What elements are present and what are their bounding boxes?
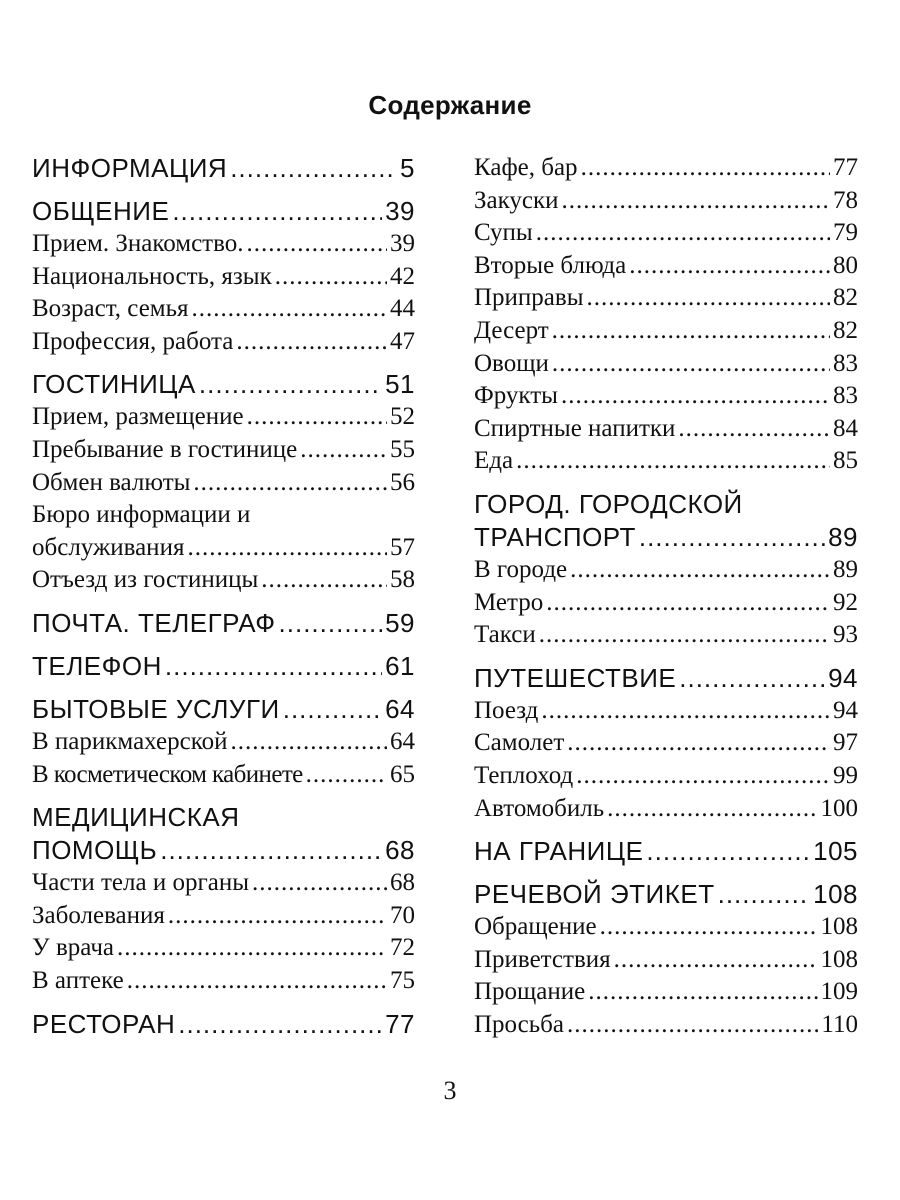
toc-entry-label: Такси: [474, 621, 536, 649]
toc-entry-label: Метро: [474, 588, 544, 616]
toc-entry-label: ИНФОРМАЦИЯ: [32, 153, 228, 183]
dot-leader: [570, 554, 830, 587]
dot-leader: [165, 650, 382, 683]
dot-leader: [283, 693, 382, 726]
dot-leader: [646, 835, 810, 868]
toc-section-entry: [474, 878, 858, 911]
dot-leader: [261, 564, 387, 597]
toc-entry-label: НА ГРАНИЦЕ: [474, 836, 644, 867]
toc-entry-page: 42: [390, 262, 415, 290]
toc-entry-page: 94: [828, 662, 858, 693]
toc-subentry: [474, 152, 858, 185]
toc-subentry: [32, 499, 415, 564]
toc-subentry: [474, 944, 858, 977]
toc-section-entry: [32, 650, 415, 683]
toc-entry-page: 47: [390, 327, 415, 355]
toc-entry-label: Десерт: [474, 316, 549, 344]
toc-entry-label: Самолет: [474, 729, 565, 757]
toc-entry-label: Вторые блюда: [474, 251, 627, 279]
toc-entry-page: 108: [813, 879, 858, 910]
toc-subentry: [32, 467, 415, 500]
dot-leader: [629, 250, 830, 283]
toc-entry-label: Супы: [474, 219, 533, 247]
dot-leader: [678, 413, 830, 446]
toc-entry-page: 82: [833, 316, 858, 344]
dot-leader: [536, 217, 830, 250]
toc-subentry: [32, 564, 415, 597]
toc-subentry: [32, 900, 415, 933]
dot-leader: [236, 326, 387, 359]
toc-entry-page: 52: [390, 403, 415, 431]
toc-entry-label: ПУТЕШЕСТВИЕ: [474, 662, 677, 693]
toc-entry-label: Теплоход: [474, 761, 574, 789]
toc-entry-label-line1: ГОРОД. ГОРОДСКОЙ: [474, 488, 743, 519]
toc-entry-page: 109: [820, 978, 858, 1006]
toc-subentry: [474, 760, 858, 793]
dot-leader: [567, 1009, 818, 1042]
dot-leader: [231, 726, 388, 759]
dot-leader: [300, 434, 387, 467]
toc-section-entry: [32, 607, 415, 640]
toc-entry-page: 89: [828, 521, 858, 552]
dot-leader: [275, 261, 387, 294]
toc-entry-page: 77: [833, 154, 858, 181]
toc-subentry: [474, 554, 858, 587]
dot-leader: [607, 793, 817, 826]
page-title: Содержание: [368, 90, 532, 120]
dot-leader: [246, 228, 387, 261]
toc-left-column: [32, 152, 415, 1041]
toc-section-entry: [32, 368, 415, 401]
toc-entry-label: Кафе, бар: [474, 154, 578, 181]
toc-entry-label: Национальность, язык: [32, 262, 272, 290]
toc-entry-label: Прием, размещение: [32, 403, 244, 431]
toc-entry-label: Еда: [474, 447, 514, 475]
dot-leader: [306, 759, 387, 792]
dot-leader: [247, 401, 387, 434]
toc-subentry: [474, 250, 858, 283]
dot-leader: [600, 911, 818, 944]
toc-entry-label: Спиртные напитки: [474, 414, 676, 442]
toc-entry-label: обслуживания: [32, 533, 185, 561]
toc-subentry: [32, 261, 415, 294]
toc-entry-label: Пребывание в гостинице: [32, 435, 298, 463]
toc-subentry: [474, 185, 858, 218]
toc-subentry: [32, 759, 415, 792]
toc-entry-label: Части тела и органы: [32, 869, 249, 897]
toc-subentry: [32, 867, 415, 900]
toc-entry-label: Поезд: [474, 696, 539, 724]
dot-leader: [168, 900, 387, 933]
dot-leader: [639, 521, 825, 554]
toc-subentry: [474, 911, 858, 944]
toc-entry-label: Приветствия: [474, 945, 611, 973]
toc-entry-page: 39: [385, 196, 415, 226]
dot-leader: [679, 662, 825, 695]
toc-entry-label-line1: МЕДИЦИНСКАЯ: [32, 802, 240, 833]
toc-entry-label: ГОСТИНИЦА: [32, 369, 196, 400]
dot-leader: [127, 965, 387, 998]
dot-leader: [546, 587, 830, 620]
toc-subentry: [32, 965, 415, 998]
toc-entry-page: 79: [833, 219, 858, 247]
toc-subentry: [474, 217, 858, 250]
toc-section-entry: [32, 801, 415, 867]
dot-leader: [552, 315, 830, 348]
toc-entry-page: 97: [833, 729, 858, 757]
toc-entry-page: 80: [833, 251, 858, 279]
toc-entry-label: Заболевания: [32, 901, 165, 929]
dot-leader: [172, 195, 382, 228]
toc-subentry: [474, 587, 858, 620]
page-number: 3: [443, 1076, 457, 1105]
toc-entry-page: 77: [385, 1008, 415, 1039]
toc-entry-page: 99: [833, 761, 858, 789]
toc-subentry: [474, 282, 858, 315]
toc-right-column: [474, 152, 858, 1041]
toc-entry-label: БЫТОВЫЕ УСЛУГИ: [32, 693, 280, 724]
toc-subentry: [32, 726, 415, 759]
toc-subentry: [474, 413, 858, 446]
toc-subentry: [474, 793, 858, 826]
toc-entry-page: 108: [820, 945, 858, 973]
toc-entry-page: 75: [390, 966, 415, 994]
toc-entry-page: 83: [833, 349, 858, 377]
toc-entry-label: В косметическом кабинете: [32, 760, 303, 788]
toc-entry-page: 89: [833, 555, 858, 583]
toc-entry-page: 100: [820, 794, 858, 822]
toc-entry-page: 92: [833, 588, 858, 616]
toc-section-entry: [474, 835, 858, 868]
toc-section-entry: [32, 693, 415, 726]
toc-subentry: [474, 976, 858, 1009]
dot-leader: [193, 467, 387, 500]
toc-section-entry: [32, 152, 415, 185]
toc-subentry: [32, 932, 415, 965]
dot-leader: [587, 282, 830, 315]
toc-entry-page: 65: [390, 760, 415, 788]
toc-entry-label: Обмен валюты: [32, 468, 191, 496]
toc-entry-label: Приправы: [474, 284, 584, 312]
dot-leader: [541, 695, 830, 728]
toc-subentry: [32, 434, 415, 467]
toc-entry-label: Профессия, работа: [32, 327, 234, 355]
dot-leader: [614, 944, 818, 977]
toc-entry-label: В городе: [474, 555, 568, 583]
toc-entry-label: ПОЧТА. ТЕЛЕГРАФ: [32, 607, 276, 638]
toc-subentry: [474, 348, 858, 381]
toc-entry-page: 78: [833, 186, 858, 214]
toc-entry-page: 70: [390, 901, 415, 929]
toc-subentry: [32, 326, 415, 359]
dot-leader: [552, 348, 830, 381]
dot-leader: [588, 976, 817, 1009]
toc-entry-label: В парикмахерской: [32, 727, 228, 755]
dot-leader: [279, 607, 383, 640]
toc-entry-page: 57: [390, 533, 415, 561]
dot-leader: [160, 834, 382, 867]
toc-entry-page: 94: [833, 696, 858, 724]
toc-entry-page: 84: [833, 414, 858, 442]
toc-entry-page: 44: [390, 295, 415, 323]
toc-entry-label: ПОМОЩЬ: [32, 835, 158, 866]
toc-entry-page: 39: [390, 230, 415, 257]
toc-entry-page: 64: [385, 693, 415, 724]
toc-entry-page: 72: [390, 934, 415, 962]
toc-entry-label: Автомобиль: [474, 794, 605, 822]
toc-subentry: [32, 228, 415, 261]
toc-entry-page: 5: [400, 153, 415, 183]
toc-entry-page: 83: [833, 382, 858, 410]
toc-subentry: [32, 401, 415, 434]
toc-entry-label: Отъезд из гостиницы: [32, 566, 259, 594]
dot-leader: [567, 727, 830, 760]
dot-leader: [581, 152, 830, 185]
toc-entry-page: 85: [833, 447, 858, 475]
dot-leader: [192, 293, 387, 326]
toc-entry-label: ТЕЛЕФОН: [32, 650, 162, 681]
toc-section-entry: [32, 195, 415, 228]
toc-subentry: [474, 445, 858, 478]
toc-entry-page: 105: [813, 836, 858, 867]
toc-entry-label: РЕЧЕВОЙ ЭТИКЕТ: [474, 879, 715, 910]
toc-subentry: [474, 380, 858, 413]
toc-entry-page: 82: [833, 284, 858, 312]
toc-subentry: [474, 727, 858, 760]
dot-leader: [562, 185, 830, 218]
dot-leader: [516, 445, 830, 478]
dot-leader: [199, 368, 382, 401]
dot-leader: [718, 878, 811, 911]
toc-entry-page: 68: [390, 869, 415, 897]
toc-entry-label: ОБЩЕНИЕ: [32, 196, 170, 226]
dot-leader: [252, 867, 387, 900]
toc-entry-label: ТРАНСПОРТ: [474, 521, 636, 552]
dot-leader: [539, 619, 830, 652]
toc-entry-page: 56: [390, 468, 415, 496]
toc-subentry: [474, 695, 858, 728]
toc-section-entry: [474, 488, 858, 554]
dot-leader: [576, 760, 830, 793]
toc-entry-page: 58: [390, 566, 415, 594]
toc-entry-label: РЕСТОРАН: [32, 1008, 176, 1039]
toc-subentry: [32, 293, 415, 326]
dot-leader: [230, 152, 397, 185]
toc-entry-page: 61: [385, 650, 415, 681]
toc-entry-page: 68: [385, 835, 415, 866]
toc-entry-page: 59: [385, 607, 415, 638]
toc-entry-label: В аптеке: [32, 966, 124, 994]
toc-subentry: [474, 1009, 858, 1042]
dot-leader: [117, 932, 387, 965]
dot-leader: [561, 380, 830, 413]
toc-subentry: [474, 619, 858, 652]
toc-entry-label: Обращение: [474, 913, 597, 941]
dot-leader: [178, 1008, 382, 1041]
dot-leader: [187, 532, 387, 565]
toc-entry-label: Возраст, семья: [32, 295, 189, 323]
toc-entry-label: Просьба: [474, 1010, 564, 1038]
toc-entry-label: Овощи: [474, 349, 549, 377]
toc-section-entry: [474, 662, 858, 695]
toc-entry-page: 110: [821, 1010, 858, 1038]
toc-entry-page: 64: [390, 727, 415, 755]
toc-entry-label: Закуски: [474, 186, 559, 214]
toc-entry-label: Фрукты: [474, 382, 558, 410]
toc-entry-label-line1: Бюро информации и: [32, 501, 251, 529]
toc-entry-page: 55: [390, 435, 415, 463]
toc-section-entry: [32, 1008, 415, 1041]
toc-entry-page: 93: [833, 621, 858, 649]
toc-subentry: [474, 315, 858, 348]
toc-entry-page: 51: [385, 369, 415, 400]
toc-entry-page: 108: [820, 913, 858, 941]
toc-entry-label: Прием. Знакомство.: [32, 230, 244, 257]
toc-entry-label: У врача: [32, 934, 115, 962]
toc-entry-label: Прощание: [474, 978, 586, 1006]
